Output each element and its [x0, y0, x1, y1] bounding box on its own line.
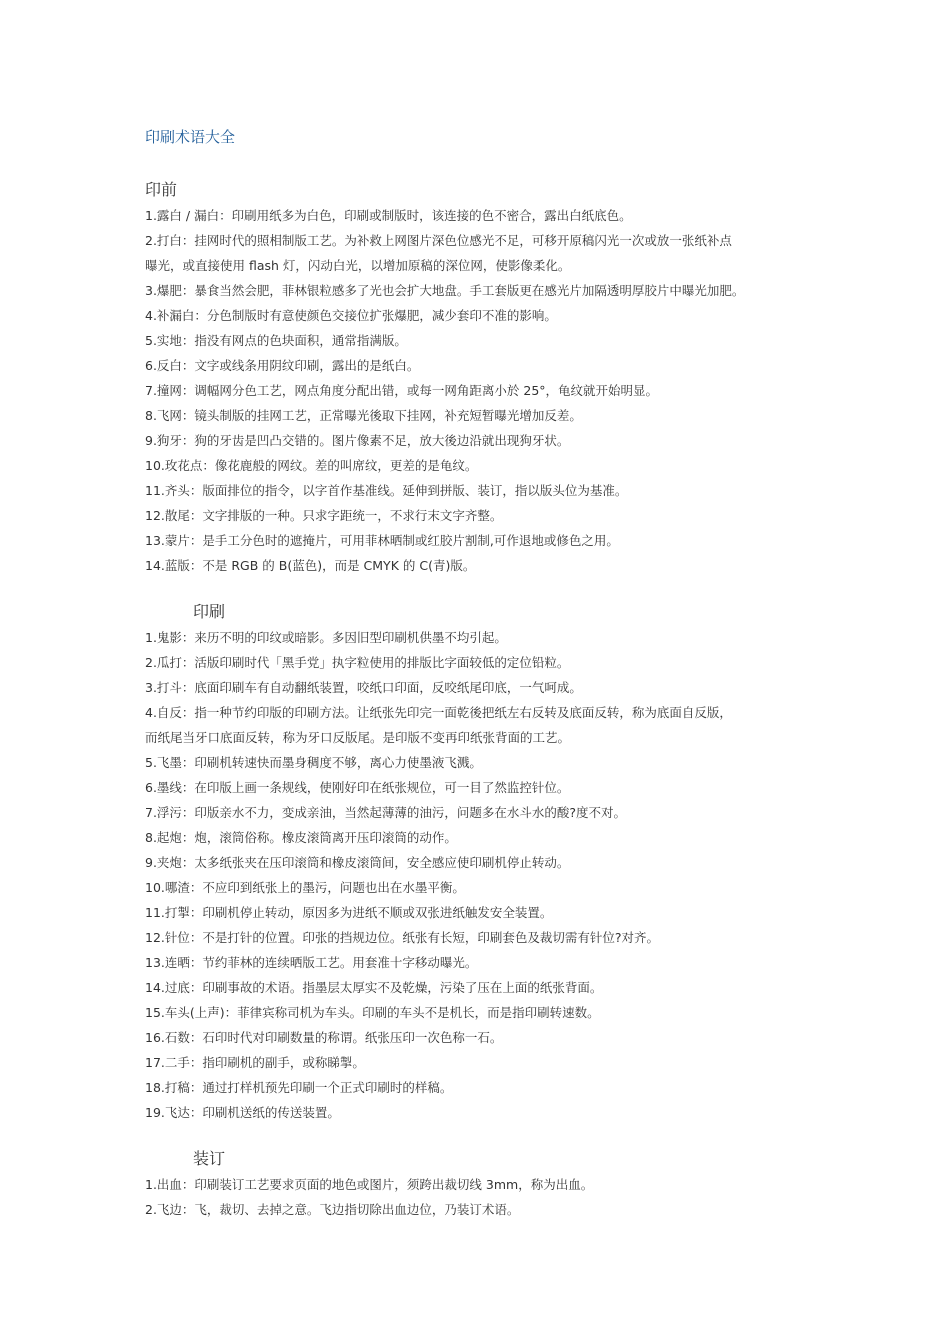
- list-item: 9.狗牙：狗的牙齿是凹凸交错的。图片像素不足，放大後边沿就出现狗牙状。: [145, 433, 570, 448]
- list-item: 12.针位：不是打针的位置。印张的挡规边位。纸张有长短，印刷套色及裁切需有针位?对齐。: [145, 930, 660, 945]
- list-item: 6.反白：文字或线条用阴纹印刷，露出的是纸白。: [145, 358, 420, 373]
- list-item: 11.齐头：版面排位的指令，以字首作基准线。延伸到拼版、装订，指以版头位为基准。: [145, 483, 628, 498]
- list-item: 8.起炮：炮，滚筒俗称。橡皮滚筒离开压印滚筒的动作。: [145, 830, 457, 845]
- list-item: 13.连晒：节约菲林的连续晒版工艺。用套准十字移动曝光。: [145, 955, 478, 970]
- list-item: 15.车头(上声)：菲律宾称司机为车头。印刷的车头不是机长，而是指印刷转速数。: [145, 1005, 600, 1020]
- section-heading-printing: 印刷: [193, 602, 226, 621]
- document-title: 印刷术语大全: [145, 128, 236, 146]
- list-item: 2.飞边：飞，裁切、去掉之意。飞边指切除出血边位，乃装订术语。: [145, 1202, 520, 1217]
- section-heading-prepress: 印前: [145, 180, 178, 199]
- item-list-binding: [145, 1172, 825, 1222]
- list-item: 16.石数：石印时代对印刷数量的称谓。纸张压印一次色称一石。: [145, 1030, 503, 1045]
- item-list-printing: [145, 625, 825, 1125]
- list-item: 10.玫花点：像花鹿般的网纹。差的叫席纹，更差的是龟纹。: [145, 458, 478, 473]
- list-item: 14.蓝版：不是 RGB 的 B(蓝色)，而是 CMYK 的 C(青)版。: [145, 558, 476, 573]
- list-item: 4.自反：指一种节约印版的印刷方法。让纸张先印完一面乾後把纸左右反转及底面反转，称为底面自反版， 而纸尾当牙口底面反转，称为牙口反版尾。是印版不变再印纸张背面的工艺。: [145, 705, 732, 745]
- list-item: 12.散尾：文字排版的一种。只求字距统一，不求行末文字齐整。: [145, 508, 503, 523]
- list-item: 5.飞墨：印刷机转速快而墨身稠度不够，离心力使墨液飞溅。: [145, 755, 482, 770]
- list-item: 7.撞网：调幅网分色工艺，网点角度分配出错，或每一网角距离小於 25°，龟纹就开始明显。: [145, 383, 659, 398]
- list-item: 9.夹炮：太多纸张夹在压印滚筒和橡皮滚筒间，安全感应使印刷机停止转动。: [145, 855, 570, 870]
- list-item: 14.过底：印刷事故的术语。指墨层太厚实不及乾燥，污染了压在上面的纸张背面。: [145, 980, 603, 995]
- item-list-prepress: [145, 203, 825, 578]
- list-item: 1.出血：印刷装订工艺要求页面的地色或图片，须跨出裁切线 3mm，称为出血。: [145, 1177, 594, 1192]
- list-item: 4.补漏白：分色制版时有意使颜色交接位扩张爆肥，减少套印不准的影响。: [145, 308, 557, 323]
- list-item: 10.哪渣：不应印到纸张上的墨污，问题也出在水墨平衡。: [145, 880, 465, 895]
- list-item: 6.墨线：在印版上画一条规线，使刚好印在纸张规位，可一目了然监控针位。: [145, 780, 570, 795]
- section-spacer: [145, 1125, 825, 1147]
- section-prepress: [145, 178, 825, 578]
- list-item: 3.打斗：底面印刷车有自动翻纸装置，咬纸口印面，反咬纸尾印底，一气呵成。: [145, 680, 582, 695]
- list-item: 3.爆肥：暴食当然会肥，菲林银粒感多了光也会扩大地盘。手工套版更在感光片加隔透明厚胶片中曝光加肥。: [145, 283, 745, 298]
- list-item: 5.实地：指没有网点的色块面积，通常指满版。: [145, 333, 407, 348]
- list-item: 2.瓜打：活版印刷时代「黑手党」执字粒使用的排版比字面较低的定位铅粒。: [145, 655, 570, 670]
- list-item: 17.二手：指印刷机的副手，或称睇掣。: [145, 1055, 365, 1070]
- list-item: 8.飞网：镜头制版的挂网工艺，正常曝光後取下挂网，补充短暂曝光增加反差。: [145, 408, 582, 423]
- list-item: 13.蒙片：是手工分色时的遮掩片，可用菲林晒制或红胶片割制,可作退地或修色之用。: [145, 533, 619, 548]
- list-item: 1.露白 / 漏白：印刷用纸多为白色，印刷或制版时，该连接的色不密合，露出白纸底色。: [145, 208, 632, 223]
- list-item: 1.鬼影：来历不明的印纹或暗影。多因旧型印刷机供墨不均引起。: [145, 630, 507, 645]
- section-binding: [145, 1147, 825, 1222]
- document-page: [145, 126, 825, 1222]
- section-printing: [145, 600, 825, 1125]
- list-item: 7.浮污：印版亲水不力，变成亲油，当然起薄薄的油污，问题多在水斗水的酸?度不对。: [145, 805, 627, 820]
- section-spacer: [145, 578, 825, 600]
- list-item: 11.打掣：印刷机停止转动，原因多为进纸不顺或双张进纸触发安全装置。: [145, 905, 553, 920]
- list-item: 2.打白：挂网时代的照相制版工艺。为补救上网图片深色位感光不足，可移开原稿闪光一次或放一张纸补点 曝光，或直接使用 flash 灯，闪动白光，以增加原稿的深位网，使影像柔化。: [145, 233, 732, 273]
- list-item: 19.飞达：印刷机送纸的传送装置。: [145, 1105, 340, 1120]
- list-item: 18.打稿：通过打样机预先印刷一个正式印刷时的样稿。: [145, 1080, 453, 1095]
- section-heading-binding: 装订: [193, 1149, 226, 1168]
